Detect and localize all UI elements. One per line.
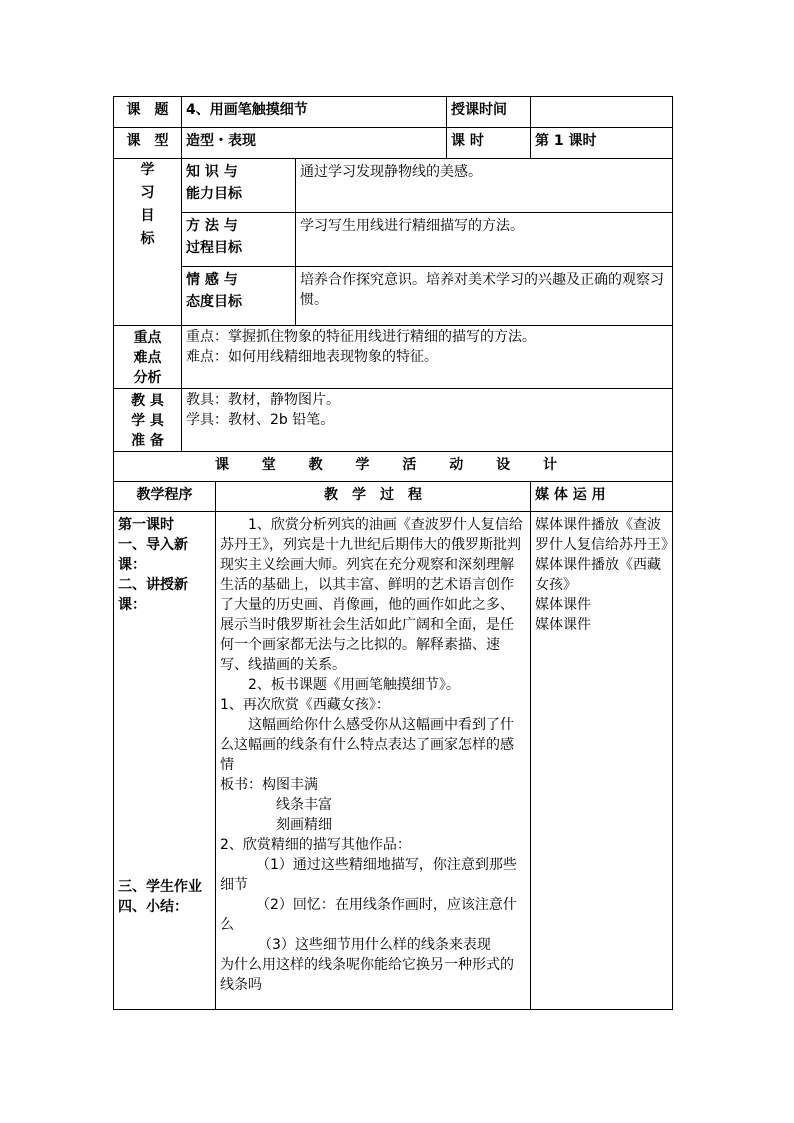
procedure-line: 课： [118,597,146,613]
goals-label-char: 学 [140,162,155,178]
difficult-point-line: 难点：如何用线精细地表现物象的特征。 [186,349,438,365]
goal-label-knowledge [182,159,296,213]
teacher-tools-line: 教具：教材，静物图片。 [186,392,340,408]
process-paragraph: （2）回忆：在用线条作画时，应该注意什么 [220,897,517,933]
time-value [531,97,673,128]
goals-label-char: 标 [140,231,155,247]
tools-label [114,389,182,452]
key-points-label-line: 分析 [133,370,162,386]
process-cell [216,512,531,1010]
key-points-label-line: 难点 [133,350,162,366]
design-title-row [114,452,673,482]
key-points-row [114,326,673,389]
procedure-line: 一、导入新 [118,537,188,553]
goal-label-method [182,213,296,267]
procedure-cell [114,512,216,1010]
procedure-header: 教学程序 [114,482,216,512]
goal-label-line: 能力目标 [186,186,242,202]
goal-label-attitude [182,267,296,326]
procedure-line: 四、小结： [118,899,188,915]
process-paragraph: 1、欣赏分析列宾的油画《查波罗什人复信给苏丹王》，列宾是十九世纪后期伟大的俄罗斯批判现实主义绘画大师。列宾在充分观察和深刻理解生活的基础上，以其丰富、鲜明的艺术语言创作了大量的历史画、肖像画，他的画作如此之多、展示当时俄罗斯社会生活如此广阔和全面，是任何一个画家都无法与之比拟的。解释素描、速写、线描画的关系。 [220,517,523,673]
type-label: 课 型 [114,128,182,159]
student-tools-line: 学具：教材、2b 铅笔。 [186,412,335,428]
process-header: 教 学 过 程 [216,482,531,512]
process-paragraph: （3）这些细节用什么样的线条来表现 [258,937,491,953]
procedure-line: 课： [118,557,146,573]
process-paragraph: 1、再次欣赏《西藏女孩》： [220,697,390,713]
goal-label-line: 方 法 与 [186,218,238,234]
goal-row-attitude [114,267,673,326]
main-body-row [114,512,673,1010]
tools-text [182,389,673,452]
time-label: 授课时间 [447,97,531,128]
tools-label-line: 教 具 [131,393,164,409]
type-value: 造型・表现 [182,128,447,159]
tools-label-line: 准 备 [131,433,164,449]
media-header: 媒 体 运 用 [531,482,673,512]
media-line: 媒体课件 [535,617,592,633]
goal-label-line: 情 感 与 [186,272,238,288]
process-paragraph: 2、欣赏精细的描写其他作品： [220,837,411,853]
process-paragraph: 刻画精细 [276,817,332,833]
key-points-text [182,326,673,389]
key-points-label [114,326,182,389]
media-line: 媒体课件 [535,597,592,613]
key-point-line: 重点：掌握抓住物象的特征用线进行精细的描写的方法。 [186,329,536,345]
goals-label [114,159,182,326]
procedure-line: 第一课时 [118,517,174,533]
lesson-plan-table [113,96,676,1010]
goals-label-char: 习 [140,185,155,201]
process-paragraph: 这幅画给你什么感受你从这幅画中看到了什么这幅画的线条有什么特点表达了画家怎样的感情 [220,717,514,773]
procedure-line: 二、讲授新 [118,577,188,593]
goal-label-line: 知 识 与 [186,164,238,180]
media-line: 媒体课件播放《查波罗什人复信给苏丹王》 [535,517,676,553]
procedure-spacer [118,615,211,877]
lesson-plan-sheet [113,96,676,1010]
topic-label: 课 题 [114,97,182,128]
goals-label-char: 目 [140,208,155,224]
topic-value: 4、用画笔触摸细节 [182,97,447,128]
type-row [114,128,673,159]
goal-label-line: 过程目标 [186,240,242,256]
process-paragraph: 2、板书课题《用画笔触摸细节》。 [248,677,460,693]
media-line: 媒体课件播放《西藏女孩》 [535,557,662,593]
topic-row [114,97,673,128]
design-title-text: 课 堂 教 学 活 动 设 计 [214,457,572,473]
goal-label-line: 态度目标 [186,294,242,310]
hours-label: 课 时 [447,128,531,159]
tools-label-line: 学 具 [131,413,164,429]
goal-row-knowledge [114,159,673,213]
procedure-line: 三、学生作业 [118,879,202,895]
process-paragraph: （1）通过这些精细地描写，你注意到那些细节 [220,857,517,893]
tools-row [114,389,673,452]
column-header-row [114,482,673,512]
process-paragraph: 板书：构图丰满 [220,777,318,793]
process-paragraph: 为什么用这样的线条呢你能给它换另一种形式的线条吗 [220,957,514,993]
goal-text-knowledge: 通过学习发现静物线的美感。 [296,159,673,213]
key-points-label-line: 重点 [133,330,162,346]
goal-text-attitude: 培养合作探究意识。培养对美术学习的兴趣及正确的观察习惯。 [296,267,673,326]
process-paragraph: 线条丰富 [276,797,332,813]
hours-value: 第 1 课时 [531,128,673,159]
goal-row-method [114,213,673,267]
goal-text-method: 学习写生用线进行精细描写的方法。 [296,213,673,267]
design-title [114,452,673,482]
media-cell [531,512,676,1010]
